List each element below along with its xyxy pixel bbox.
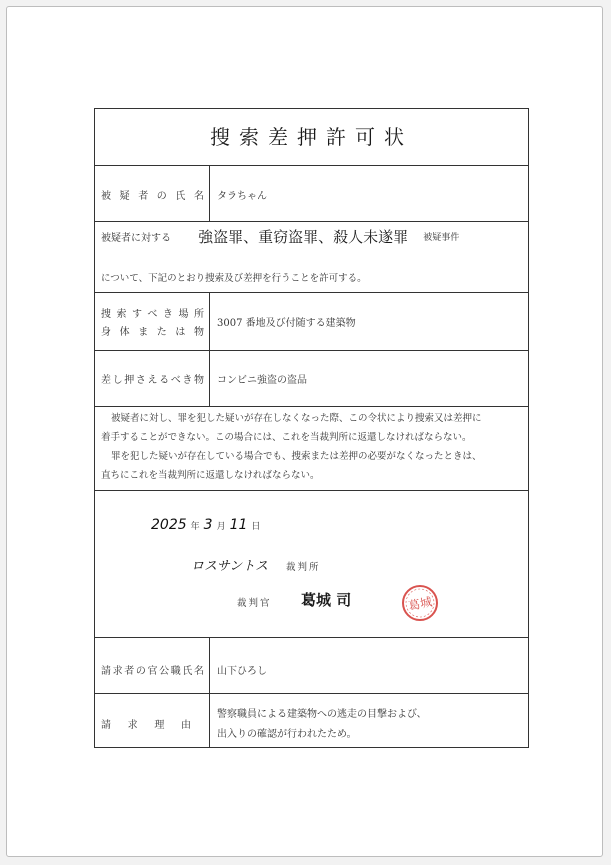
notice-paragraph [101, 409, 521, 485]
divider [95, 490, 528, 491]
divider [95, 406, 528, 407]
judge-signature: 葛城 司 [301, 591, 352, 609]
crime-lead: 被疑者に対する [101, 233, 171, 244]
date-day-unit: 日 [251, 522, 261, 532]
notice-line: 着手することができない。この場合には、これを当裁判所に返還しなければならない。 [101, 432, 472, 443]
reason-line-1: 警察職員による建築物への逃走の目撃および、 [217, 709, 427, 720]
place-label-1: 捜索すべき場所 [101, 309, 205, 320]
court-suffix: 裁判所 [285, 562, 321, 573]
crime-tail: 被疑事件 [423, 233, 460, 243]
items-label: 差し押さえるべき物 [101, 375, 205, 386]
crime-names: 強盗罪、重窃盗罪、殺人未遂罪 [198, 228, 409, 246]
divider [95, 221, 528, 222]
requester-label: 請求者の官公職氏名 [101, 666, 205, 677]
divider [95, 693, 528, 694]
date-year-unit: 年 [190, 522, 200, 532]
court-line [191, 555, 320, 574]
date-month: 3 [203, 517, 213, 533]
warrant-form [94, 108, 529, 748]
seal-stamp [400, 583, 440, 623]
requester-name: 山下ひろし [217, 666, 267, 677]
judge-label: 裁判官 [237, 598, 272, 609]
notice-line: 罪を犯した疑いが存在している場合でも、捜索または差押の必要がなくなったときは、 [111, 451, 482, 462]
divider [95, 350, 528, 351]
divider [209, 165, 210, 221]
seal-text: 葛城 [407, 594, 434, 614]
reason-line-2: 出入りの確認が行われたため。 [217, 729, 357, 740]
place-value: 3007 番地及び付随する建築物 [217, 318, 356, 329]
crime-line [101, 226, 526, 247]
divider [95, 637, 528, 638]
divider [209, 292, 210, 406]
place-label-2: 身体または物 [101, 327, 205, 338]
crime-line-2: について、下記のとおり捜索及び差押を行うことを許可する。 [101, 273, 367, 284]
divider [95, 165, 528, 166]
court-name: ロスサントス [191, 559, 268, 574]
date-year: 2025 [151, 517, 187, 533]
date-month-unit: 月 [216, 522, 226, 532]
notice-line: 直ちにこれを当裁判所に返還しなければならない。 [101, 470, 320, 481]
issue-date [151, 517, 264, 533]
divider [95, 292, 528, 293]
reason-label: 請求理由 [101, 720, 205, 731]
date-day: 11 [229, 517, 248, 533]
items-value: コンビニ強盗の盗品 [217, 375, 307, 386]
notice-line: 被疑者に対し、罪を犯した疑いが存在しなくなった際、この令状により捜索又は差押に [111, 413, 482, 424]
suspect-label: 被疑者の氏名 [101, 191, 205, 202]
suspect-name: タラちゃん [217, 191, 267, 202]
divider [209, 637, 210, 747]
page-title: 搜索差押許可状 [210, 125, 413, 149]
page [6, 6, 603, 857]
